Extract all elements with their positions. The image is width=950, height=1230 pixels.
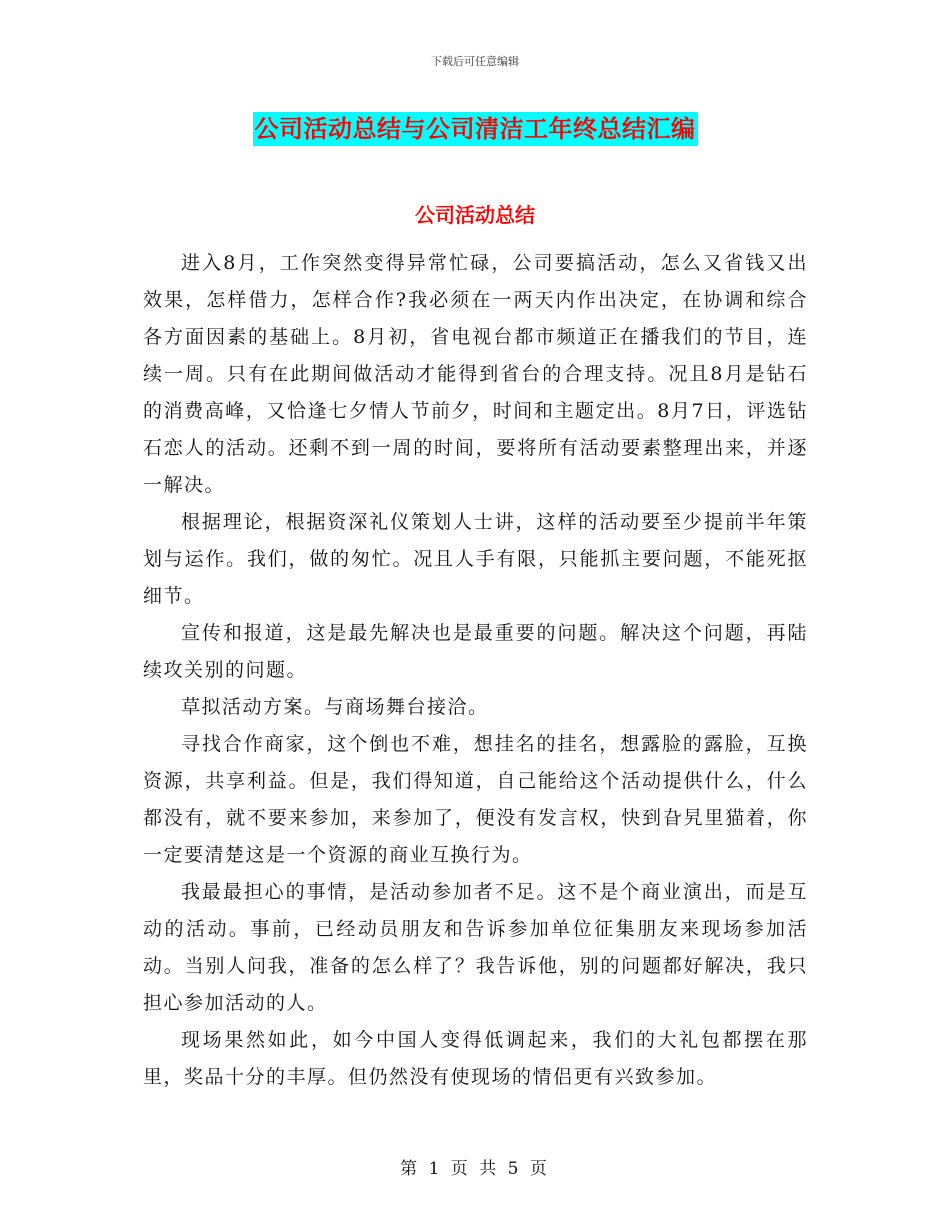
document-body (143, 245, 808, 1096)
section-heading: 公司活动总结 (415, 203, 535, 227)
paragraph: 现场果然如此，如今中国人变得低调起来，我们的大礼包都摆在那里，奖品十分的丰厚。但仍然没有使现场的情侣更有兴致参加。 (143, 1029, 808, 1088)
paragraph: 我最最担心的事情，是活动参加者不足。这不是个商业演出，而是互动的活动。事前，已经动员朋友和告诉参加单位征集朋友来现场参加活动。当别人问我，准备的怎么样了？我告诉他，别的问题都好解决，我只担心参加活动的人。 (143, 881, 808, 1014)
document-title-wrapper (0, 112, 950, 146)
document-title: 公司活动总结与公司清洁工年终总结汇编 (253, 112, 698, 146)
paragraph: 进入8月，工作突然变得异常忙碌，公司要搞活动，怎么又省钱又出效果，怎样借力，怎样合作?我必须在一两天内作出决定，在协调和综合各方面因素的基础上。8月初，省电视台都市频道正在播我们的节目，连续一周。只有在此期间做活动才能得到省台的合理支持。况且8月是钻石的消费高峰，又恰逢七夕情人节前夕，时间和主题定出。8月7日，评选钻石恋人的活动。还剩不到一周的时间，要将所有活动要素整理出来，并逐一解决。 (143, 252, 808, 496)
header-note: 下载后可任意编辑 (431, 55, 519, 68)
paragraph: 寻找合作商家，这个倒也不难，想挂名的挂名，想露脸的露脸，互换资源，共享利益。但是，我们得知道，自己能给这个活动提供什么，什么都没有，就不要来参加，来参加了，便没有发言权，快到旮旯里猫着，你一定要清楚这是一个资源的商业互换行为。 (143, 733, 808, 866)
paragraph: 根据理论，根据资深礼仪策划人士讲，这样的活动要至少提前半年策划与运作。我们，做的匆忙。况且人手有限，只能抓主要问题，不能死抠细节。 (143, 511, 808, 607)
paragraph: 宣传和报道，这是最先解决也是最重要的问题。解决这个问题，再陆续攻关别的问题。 (143, 622, 808, 681)
paragraph: 草拟活动方案。与商场舞台接洽。 (181, 696, 489, 718)
page-footer: 第 1 页 共 5 页 (400, 1159, 550, 1179)
